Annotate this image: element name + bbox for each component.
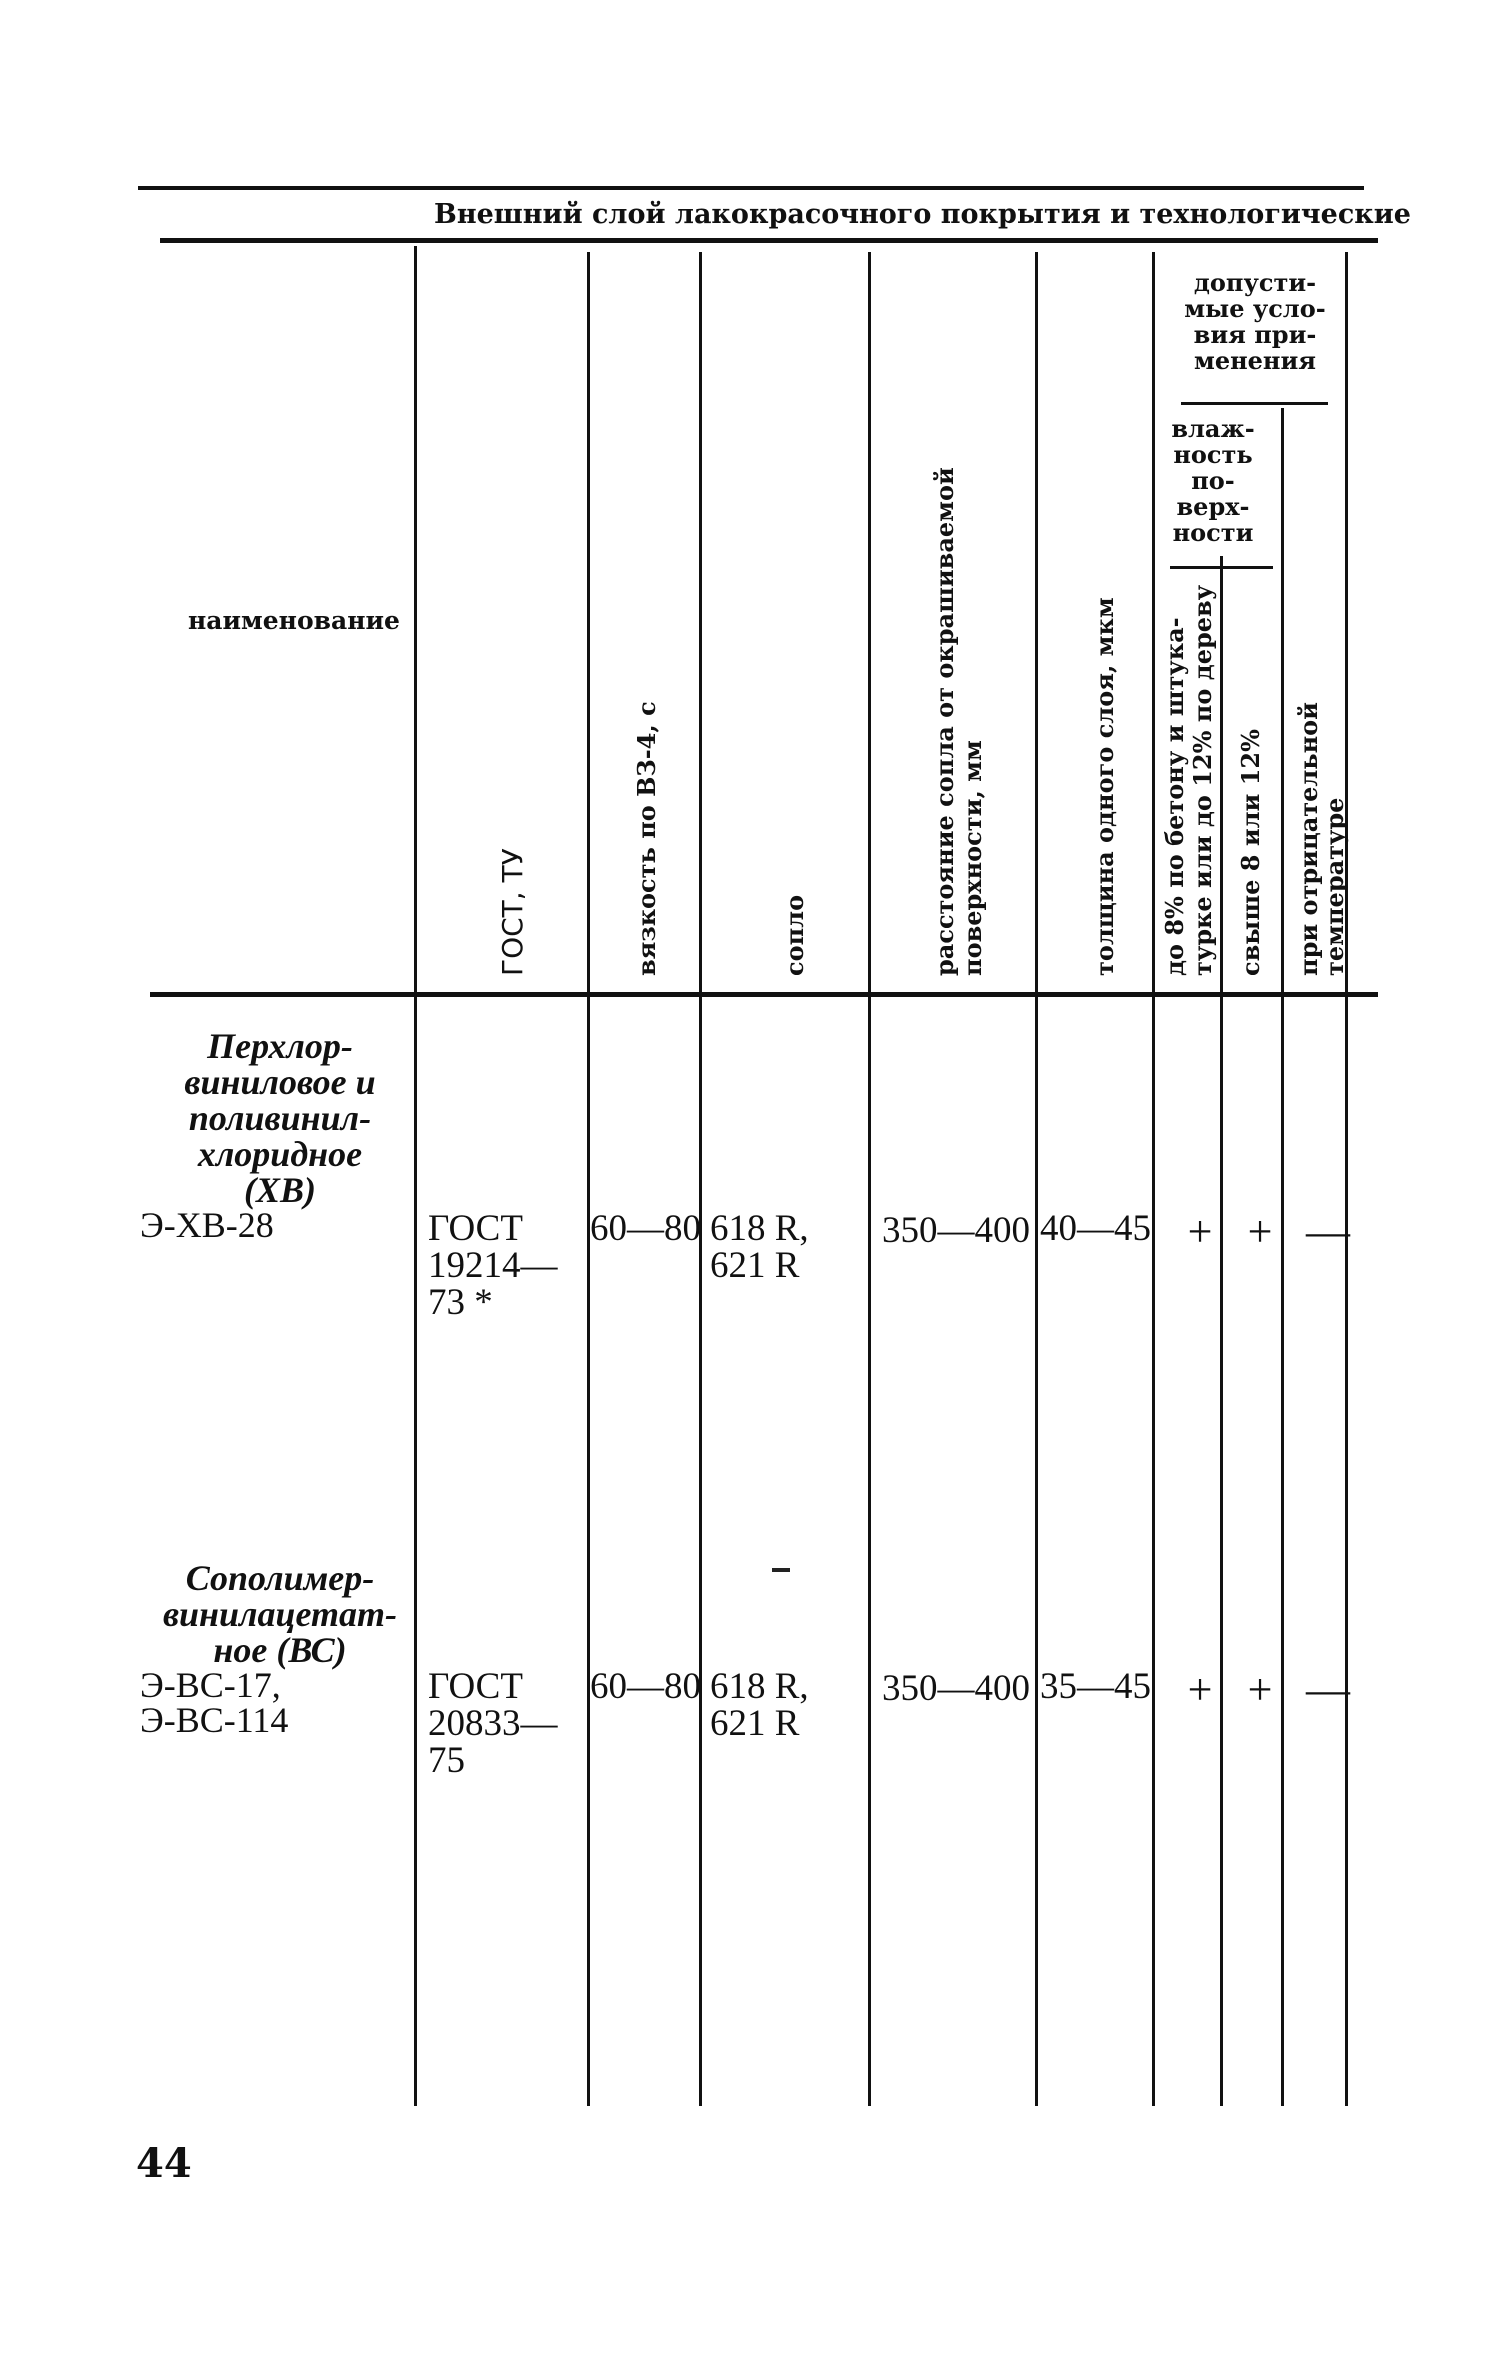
header-neg-temp-line2: температуре (1320, 797, 1349, 976)
row-1-hum-low: + (1187, 1207, 1213, 1256)
row-2-gost: ГОСТ 20833— 75 (428, 1666, 558, 1781)
header-gost: ГОСТ, ТУ (496, 848, 529, 976)
row-2-hum-high: + (1247, 1665, 1273, 1714)
header-viscosity: вязкость по ВЗ-4, с (632, 701, 661, 976)
header-hum-high: свыше 8 или 12% (1236, 729, 1265, 976)
row-1-gost: ГОСТ 19214— 73 * (428, 1208, 558, 1323)
header-humidity-group: влаж- ность по- верх- ности (1171, 414, 1255, 547)
col-line-8 (1220, 556, 1223, 2106)
col-line-5 (1035, 252, 1038, 2106)
row-1-material: Перхлор- виниловое и поливинил- хлоридное (ХВ) (184, 1026, 376, 1210)
row-1-nozzle: 618 R, 621 R (710, 1208, 809, 1286)
row-1-hum-high: + (1247, 1207, 1273, 1256)
humidity-rule (1170, 566, 1273, 569)
row-1-distance: 350—400 (882, 1210, 1030, 1251)
header-distance-line2: поверхности, мм (958, 740, 987, 976)
col-line-9 (1281, 408, 1284, 2106)
row-2-neg-temp: — (1306, 1665, 1350, 1714)
header-distance-line1: расстояние сопла от окрашиваемой (930, 467, 959, 976)
top-rule (138, 186, 1364, 190)
row-1-viscosity: 60—80 (590, 1208, 701, 1249)
header-rule (150, 992, 1378, 997)
row-2-grade: Э-ВС-17, Э-ВС-114 (140, 1665, 289, 1740)
header-thickness: толщина одного слоя, мкм (1090, 597, 1119, 976)
col-line-3 (699, 252, 702, 2106)
row-1-grade: Э-ХВ-28 (140, 1205, 274, 1245)
page-number: 44 (136, 2140, 192, 2187)
row-2-thickness: 35—45 (1040, 1666, 1151, 1707)
row-2-viscosity: 60—80 (590, 1666, 701, 1707)
row-1-thickness: 40—45 (1040, 1208, 1151, 1249)
row-2-distance: 350—400 (882, 1668, 1030, 1709)
stray-dash (772, 1568, 790, 1572)
col-line-2 (587, 252, 590, 2106)
table-caption: Внешний слой лакокрасочного покрытия и технологические (434, 199, 1411, 230)
header-hum-low-line2: турке или до 12% по дереву (1188, 584, 1217, 976)
header-neg-temp-line1: при отрицательной (1294, 702, 1323, 976)
row-2-nozzle: 618 R, 621 R (710, 1666, 809, 1744)
row-2-material: Сополимер- винилацетат- ное (ВС) (162, 1558, 398, 1670)
header-name: наименование (188, 606, 400, 635)
caption-rule (160, 238, 1378, 243)
col-line-4 (868, 252, 871, 2106)
conditions-rule (1181, 402, 1328, 405)
header-nozzle: сопло (780, 894, 809, 976)
header-hum-low-line1: до 8% по бетону и штука- (1160, 617, 1189, 976)
header-conditions-group: допусти- мые усло- вия при- менения (1184, 268, 1326, 375)
row-2-hum-low: + (1187, 1665, 1213, 1714)
col-line-7 (1345, 252, 1348, 2106)
row-1-neg-temp: — (1306, 1207, 1350, 1256)
